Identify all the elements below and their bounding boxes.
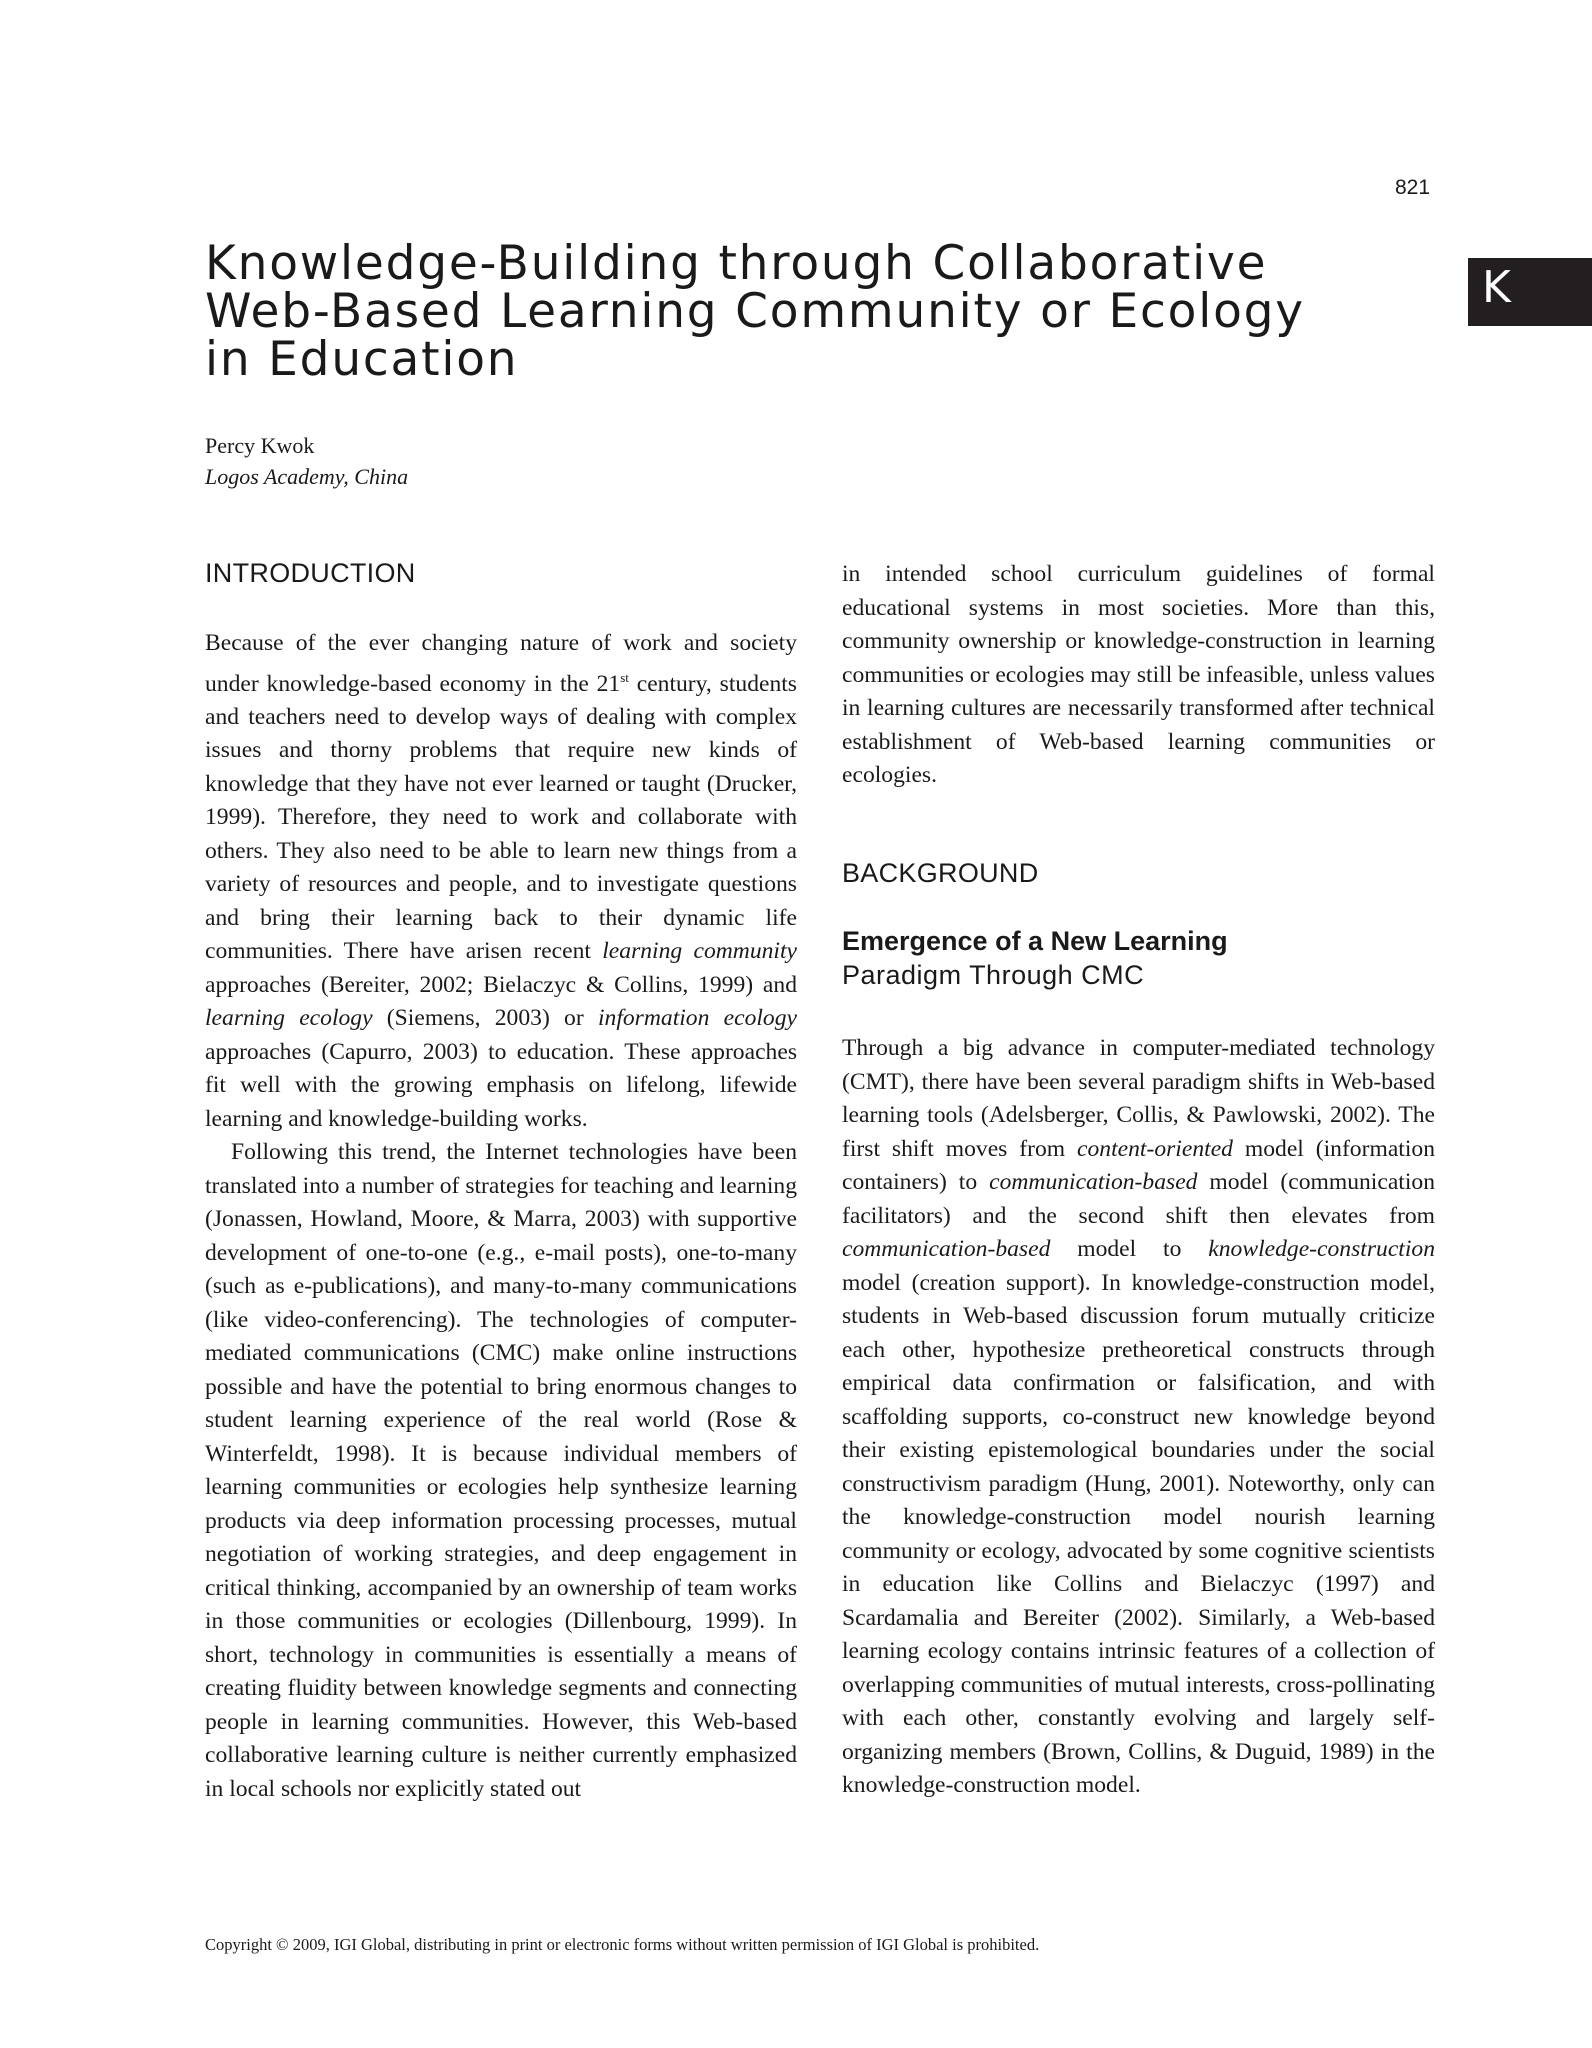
author-block — [205, 430, 408, 492]
page-number: 821 — [1395, 176, 1431, 199]
author-name: Percy Kwok — [205, 433, 315, 458]
right-column-top — [842, 558, 1435, 793]
subheading-line-1: Emergence of a New Learning — [842, 926, 1228, 956]
heading-background: BACKGROUND — [842, 858, 1039, 888]
title-line: Knowledge-Building through Collaborative — [205, 236, 1268, 291]
heading-introduction: INTRODUCTION — [205, 558, 416, 588]
intro-paragraph-2: Following this trend, the Internet technologies have been translated into a number of strategies for teaching and learning (Jonassen, Howland, Moore, & Marra, 2003) with supportive development of one-to-one (e.g., e-mail posts), one-to-many (such as e-publications), and many-to-many communications (like video-conferencing). The technologies of computer-mediated communications (CMC) make online instructions possible and have the potential to bring enormous changes to student learning experience of the real world (Rose & Winterfeldt, 1998). It is because individual members of learning communities or ecologies help synthesize learning products via deep information processing processes, mutual negotiation of working strategies, and deep engagement in critical thinking, accompanied by an ownership of team works in those communities or ecologies (Dillenbourg, 1999). In short, technology in communities is essentially a means of creating fluidity between knowledge segments and connecting people in learning communities. However, this Web-based collaborative learning culture is neither currently emphasized in local schools nor explicitly stated out — [205, 1139, 797, 1802]
left-column — [205, 627, 797, 1806]
title-line: in Education — [205, 332, 519, 387]
background-paragraph: Through a big advance in computer-mediated technology (CMT), there have been several paradigm shifts in Web-based learning tools (Adelsberger, Collis, & Pawlowski, 2002). The first shift moves from content-oriented model (information containers) to communication-based model (communication facilitators) and the second shift then elevates from communication-based model to knowledge-construction model (creation support). In knowledge-construction model, students in Web-based discussion forum mutually criticize each other, hypothesize pretheoretical constructs through empirical data confirmation or falsification, and with scaffolding supports, co-construct new knowledge beyond their existing epistemological boundaries under the social constructivism paradigm (Hung, 2001). Noteworthy, only can the knowledge-construction model nourish learning community or ecology, advocated by some cognitive scientists in education like Collins and Bielaczyc (1997) and Scardamalia and Bereiter (2002). Similarly, a Web-based learning ecology contains intrinsic features of a collection of overlapping communities of mutual interests, cross-pollinating with each other, constantly evolving and largely self-organizing members (Brown, Collins, & Duguid, 1989) in the knowledge-construction model. — [842, 1035, 1435, 1798]
title-line: Web-Based Learning Community or Ecology — [205, 284, 1305, 339]
copyright-notice: Copyright © 2009, IGI Global, distributing in print or electronic forms without written permission of IGI Global is prohibited. — [205, 1935, 1040, 1954]
intro-paragraph-1: Because of the ever changing nature of work and society under knowledge-based economy in the 21st century, students and teachers need to develop ways of dealing with complex issues and thorny problems that require new kinds of knowledge that they have not ever learned or taught (Drucker, 1999). Therefore, they need to work and collaborate with others. They also need to be able to learn new things from a variety of resources and people, and to investigate questions and bring their learning back to their dynamic life communities. There have arisen recent learning community approaches (Bereiter, 2002; Bielaczyc & Collins, 1999) and learning ecology (Siemens, 2003) or information ecology approaches (Capurro, 2003) to education. These approaches fit well with the growing emphasis on lifelong, lifewide learning and knowledge-building works. — [205, 630, 798, 1132]
article-title — [205, 236, 1305, 387]
author-affiliation: Logos Academy, China — [205, 464, 409, 489]
right-column-bottom — [842, 1032, 1435, 1803]
section-tab: K — [1468, 258, 1592, 326]
intro-paragraph-continued: in intended school curriculum guidelines of formal educational systems in most societies. More than this, community ownership or knowledge-construction in learning communities or ecologies may still be infeasible, unless values in learning cultures are necessarily transformed after technical establishment of Web-based learning communities or ecologies. — [842, 561, 1435, 788]
subheading-emergence — [842, 924, 1228, 992]
subheading-line-2: Paradigm Through CMC — [842, 960, 1145, 990]
